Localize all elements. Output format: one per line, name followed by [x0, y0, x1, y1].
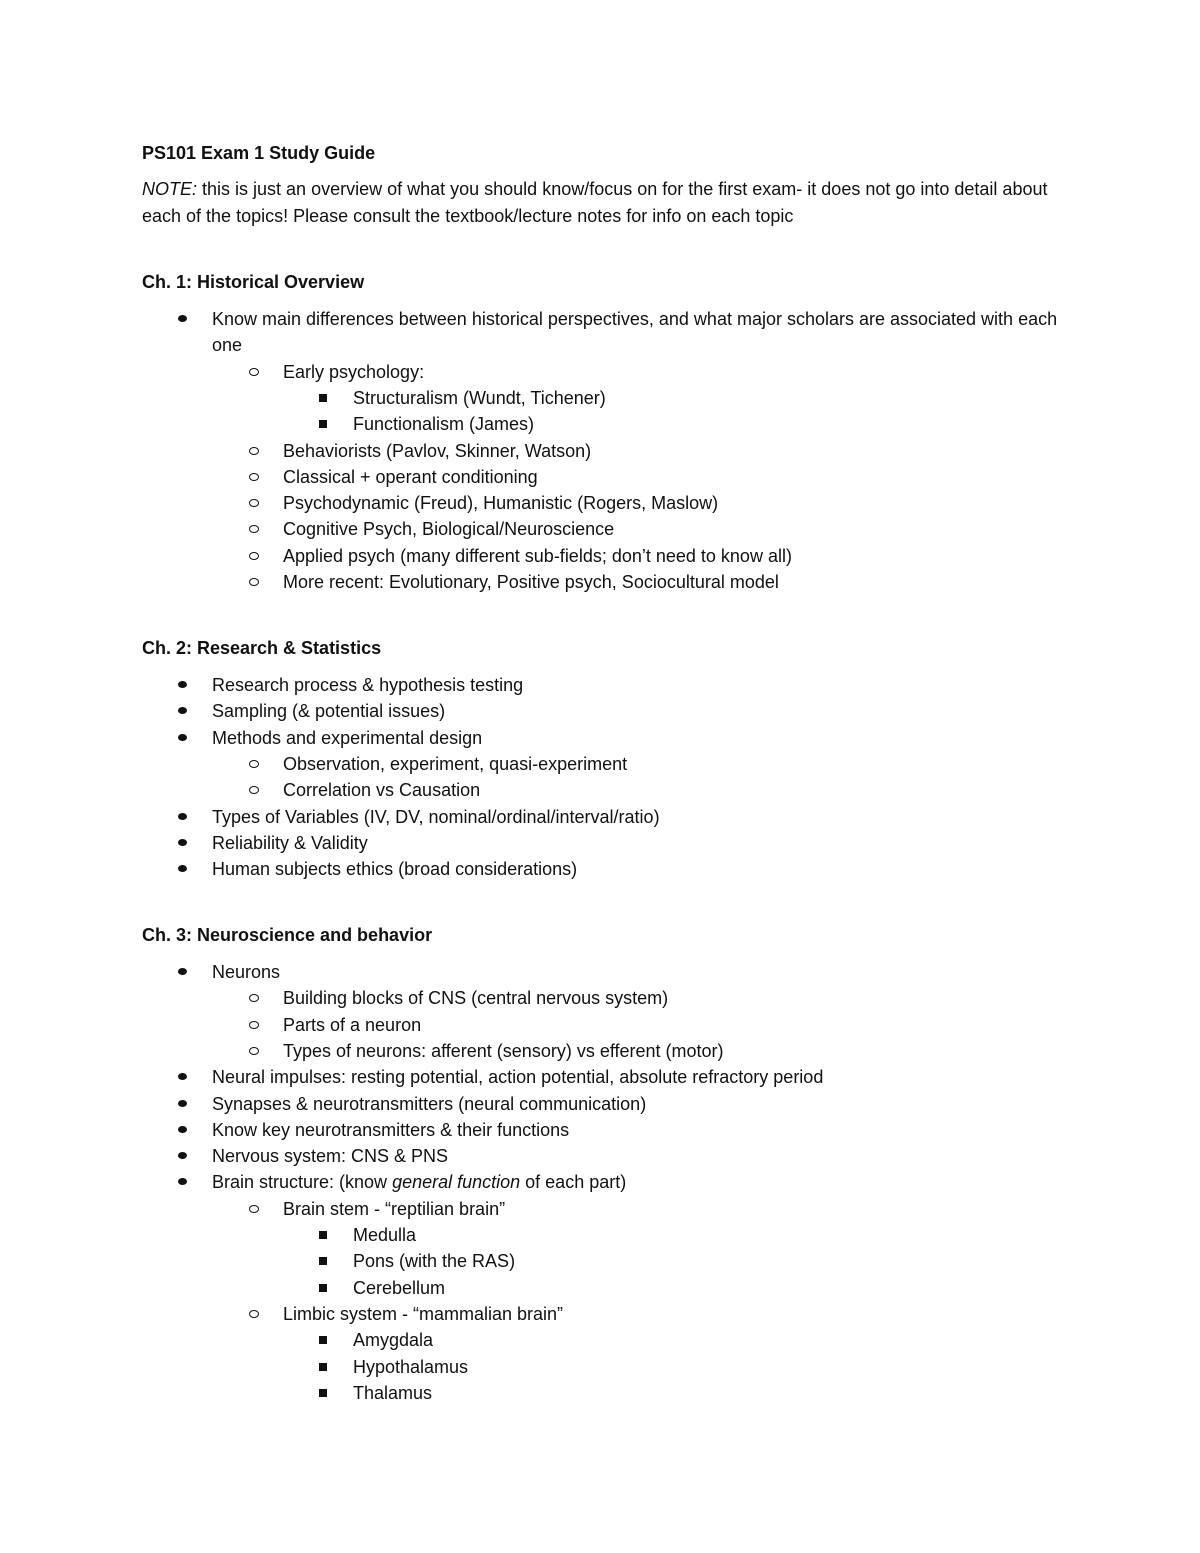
bullet-circle-icon [249, 994, 259, 1002]
list-item-text: More recent: Evolutionary, Positive psych, Sociocultural model [283, 572, 779, 592]
bullet-square-icon [319, 1284, 327, 1292]
bullet-circle-icon [249, 1047, 259, 1055]
bullet-square-icon [319, 1336, 327, 1344]
list-item-text: Human subjects ethics (broad considerations) [212, 859, 578, 880]
list-item-text: Types of Variables (IV, DV, nominal/ordinal/interval/ratio) [212, 806, 660, 827]
bullet-disc-icon [178, 839, 187, 846]
bullet-disc-icon [178, 681, 187, 688]
list-item-text: Brain stem - “reptilian brain” [283, 1198, 506, 1219]
section-heading: Ch. 3: Neuroscience and behavior [142, 925, 433, 945]
list-item-text: Cerebellum [353, 1277, 446, 1298]
bullet-square-icon [319, 1257, 327, 1265]
list-item-text: Functionalism (James) [353, 414, 535, 435]
list-item-text: Know main differences between historical perspectives, and what major scholars are associated with each one [212, 309, 1058, 355]
bullet-square-icon [319, 420, 327, 428]
section-heading: Ch. 2: Research & Statistics [142, 638, 382, 658]
bullet-circle-icon [249, 1205, 259, 1213]
list-item-text-part: of each part) [520, 1172, 627, 1193]
list-item-text: Parts of a neuron [283, 1014, 422, 1035]
bullet-disc-icon [178, 1100, 187, 1107]
document-title: PS101 Exam 1 Study Guide [142, 143, 376, 163]
list-item-text: Pons (with the RAS) [353, 1251, 516, 1272]
note-text: this is just an overview of what you should know/focus on for the first exam- it does not go into detail about each of the topics! Please consult the textbook/lecture notes for info on each topic [142, 179, 1048, 226]
list-item-text: Nervous system: CNS & PNS [212, 1146, 449, 1167]
bullet-square-icon [319, 394, 327, 402]
list-item-text: Cognitive Psych, Biological/Neuroscience [283, 519, 615, 540]
bullet-disc-icon [178, 315, 187, 322]
list-item-text: Neural impulses: resting potential, action potential, absolute refractory period [212, 1067, 824, 1088]
list-item-text: Amygdala [353, 1330, 434, 1351]
list-item-text: Research process & hypothesis testing [212, 675, 524, 695]
bullet-circle-icon [249, 368, 259, 376]
note-label: NOTE: [142, 179, 198, 199]
list-item-text: Observation, experiment, quasi-experiment [283, 753, 628, 774]
bullet-square-icon [319, 1389, 327, 1397]
bullet-disc-icon [178, 1073, 187, 1080]
list-item-text: Psychodynamic (Freud), Humanistic (Rogers, Maslow) [283, 493, 719, 514]
list-item-text: Limbic system - “mammalian brain” [283, 1303, 564, 1324]
list-item-text-part: Brain structure: (know [212, 1172, 393, 1193]
list-item-text: Building blocks of CNS (central nervous system) [283, 988, 669, 1009]
bullet-circle-icon [249, 1310, 259, 1318]
list-item-text: Know key neurotransmitters & their functions [212, 1119, 570, 1140]
bullet-disc-icon [178, 968, 187, 975]
bullet-disc-icon [178, 707, 187, 714]
list-item-text: Correlation vs Causation [283, 780, 481, 801]
note-paragraph [142, 176, 1062, 230]
list-item-text: Structuralism (Wundt, Tichener) [353, 387, 606, 408]
bullet-disc-icon [178, 1126, 187, 1133]
list-item-text: Sampling (& potential issues) [212, 701, 446, 722]
list-item-text: Types of neurons: afferent (sensory) vs efferent (motor) [283, 1040, 724, 1061]
section-heading: Ch. 1: Historical Overview [142, 272, 365, 292]
bullet-disc-icon [178, 865, 187, 872]
bullet-circle-icon [249, 1021, 259, 1029]
bullet-circle-icon [249, 578, 259, 586]
list-item-text: Methods and experimental design [212, 727, 483, 748]
list-item-text: Reliability & Validity [212, 832, 368, 853]
list-item-text-emphasis: general function [392, 1172, 521, 1193]
list-item-text: Hypothalamus [353, 1356, 469, 1377]
bullet-disc-icon [178, 734, 187, 741]
bullet-square-icon [319, 1363, 327, 1371]
list-item-text: Thalamus [353, 1382, 433, 1403]
bullet-circle-icon [249, 473, 259, 481]
bullet-disc-icon [178, 813, 187, 820]
list-item-text: Classical + operant conditioning [283, 466, 538, 487]
bullet-circle-icon [249, 786, 259, 794]
bullet-circle-icon [249, 447, 259, 455]
list-item-text [212, 1169, 1072, 1195]
bullet-circle-icon [249, 552, 259, 560]
bullet-circle-icon [249, 760, 259, 768]
list-item-text: Synapses & neurotransmitters (neural communication) [212, 1093, 647, 1114]
list-item-text: Behaviorists (Pavlov, Skinner, Watson) [283, 440, 592, 461]
bullet-disc-icon [178, 1178, 187, 1185]
list-item-text: Neurons [212, 962, 281, 982]
bullet-square-icon [319, 1231, 327, 1239]
bullet-circle-icon [249, 525, 259, 533]
bullet-circle-icon [249, 499, 259, 507]
list-item-text: Medulla [353, 1225, 417, 1245]
list-item-text: Early psychology: [283, 361, 425, 382]
list-item-text: Applied psych (many different sub-fields; don’t need to know all) [283, 545, 792, 566]
bullet-disc-icon [178, 1152, 187, 1159]
